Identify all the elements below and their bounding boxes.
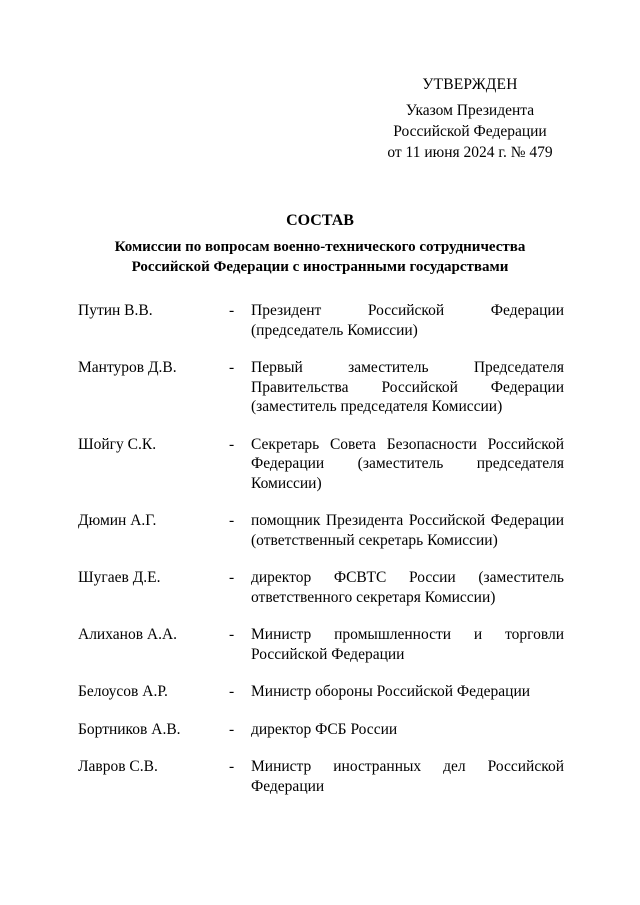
member-name: Алиханов А.А. [78,626,178,643]
member-row [78,301,564,340]
member-position: Министр промышленности и торговли Российской Федерации [251,626,564,663]
member-row [78,568,564,607]
approval-decree-line: Указом Президента [405,102,535,119]
member-dash: - [229,569,235,586]
member-row [78,757,564,796]
member-position: Министр иностранных дел Российской Федерации [251,758,564,795]
approval-stamp [350,74,590,163]
member-name: Дюмин А.Г. [78,512,157,529]
member-dash: - [229,758,235,775]
member-row [78,358,564,417]
member-position: директор ФСВТС России (заместитель ответственного секретаря Комиссии) [251,569,564,606]
approval-date-line: от 11 июня 2024 г. № 479 [387,144,553,161]
approved-label: УТВЕРЖДЕН [422,76,518,93]
member-dash: - [229,626,235,643]
member-name: Путин В.В. [78,302,153,319]
member-dash: - [229,302,235,319]
member-position: Министр обороны Российской Федерации [251,683,531,700]
member-position: директор ФСБ России [251,720,398,738]
member-position: Секретарь Совета Безопасности Российской Федерации (заместитель председателя Комиссии) [251,435,564,492]
member-dash: - [229,512,235,529]
member-position: Первый заместитель Председателя Правительства Российской Федерации (заместитель председателя Комиссии) [251,359,564,415]
member-row [78,720,564,740]
members-list [78,301,564,814]
member-name: Мантуров Д.В. [78,359,177,376]
member-name: Шойгу С.К. [78,435,157,453]
document-subtitle [0,237,640,277]
member-position: помощник Президента Российской Федерации (ответственный секретарь Комиссии) [251,512,564,549]
member-row [78,435,564,494]
member-name: Бортников А.В. [78,720,181,738]
member-dash: - [229,435,235,453]
document-title: СОСТАВ [286,212,354,229]
member-dash: - [229,720,235,738]
member-name: Лавров С.В. [78,758,158,775]
member-name: Белоусов А.Р. [78,683,168,700]
approval-federation-line: Российской Федерации [393,123,547,140]
member-row [78,625,564,664]
member-name: Шугаев Д.Е. [78,569,161,586]
member-dash: - [229,683,235,700]
subtitle-line-2: Российской Федерации с иностранными государствами [131,259,509,275]
member-row [78,682,564,702]
member-dash: - [229,359,235,376]
member-row [78,511,564,550]
member-position: Президент Российской Федерации (председатель Комиссии) [251,302,564,339]
subtitle-line-1: Комиссии по вопросам военно-технического сотрудничества [114,239,526,255]
